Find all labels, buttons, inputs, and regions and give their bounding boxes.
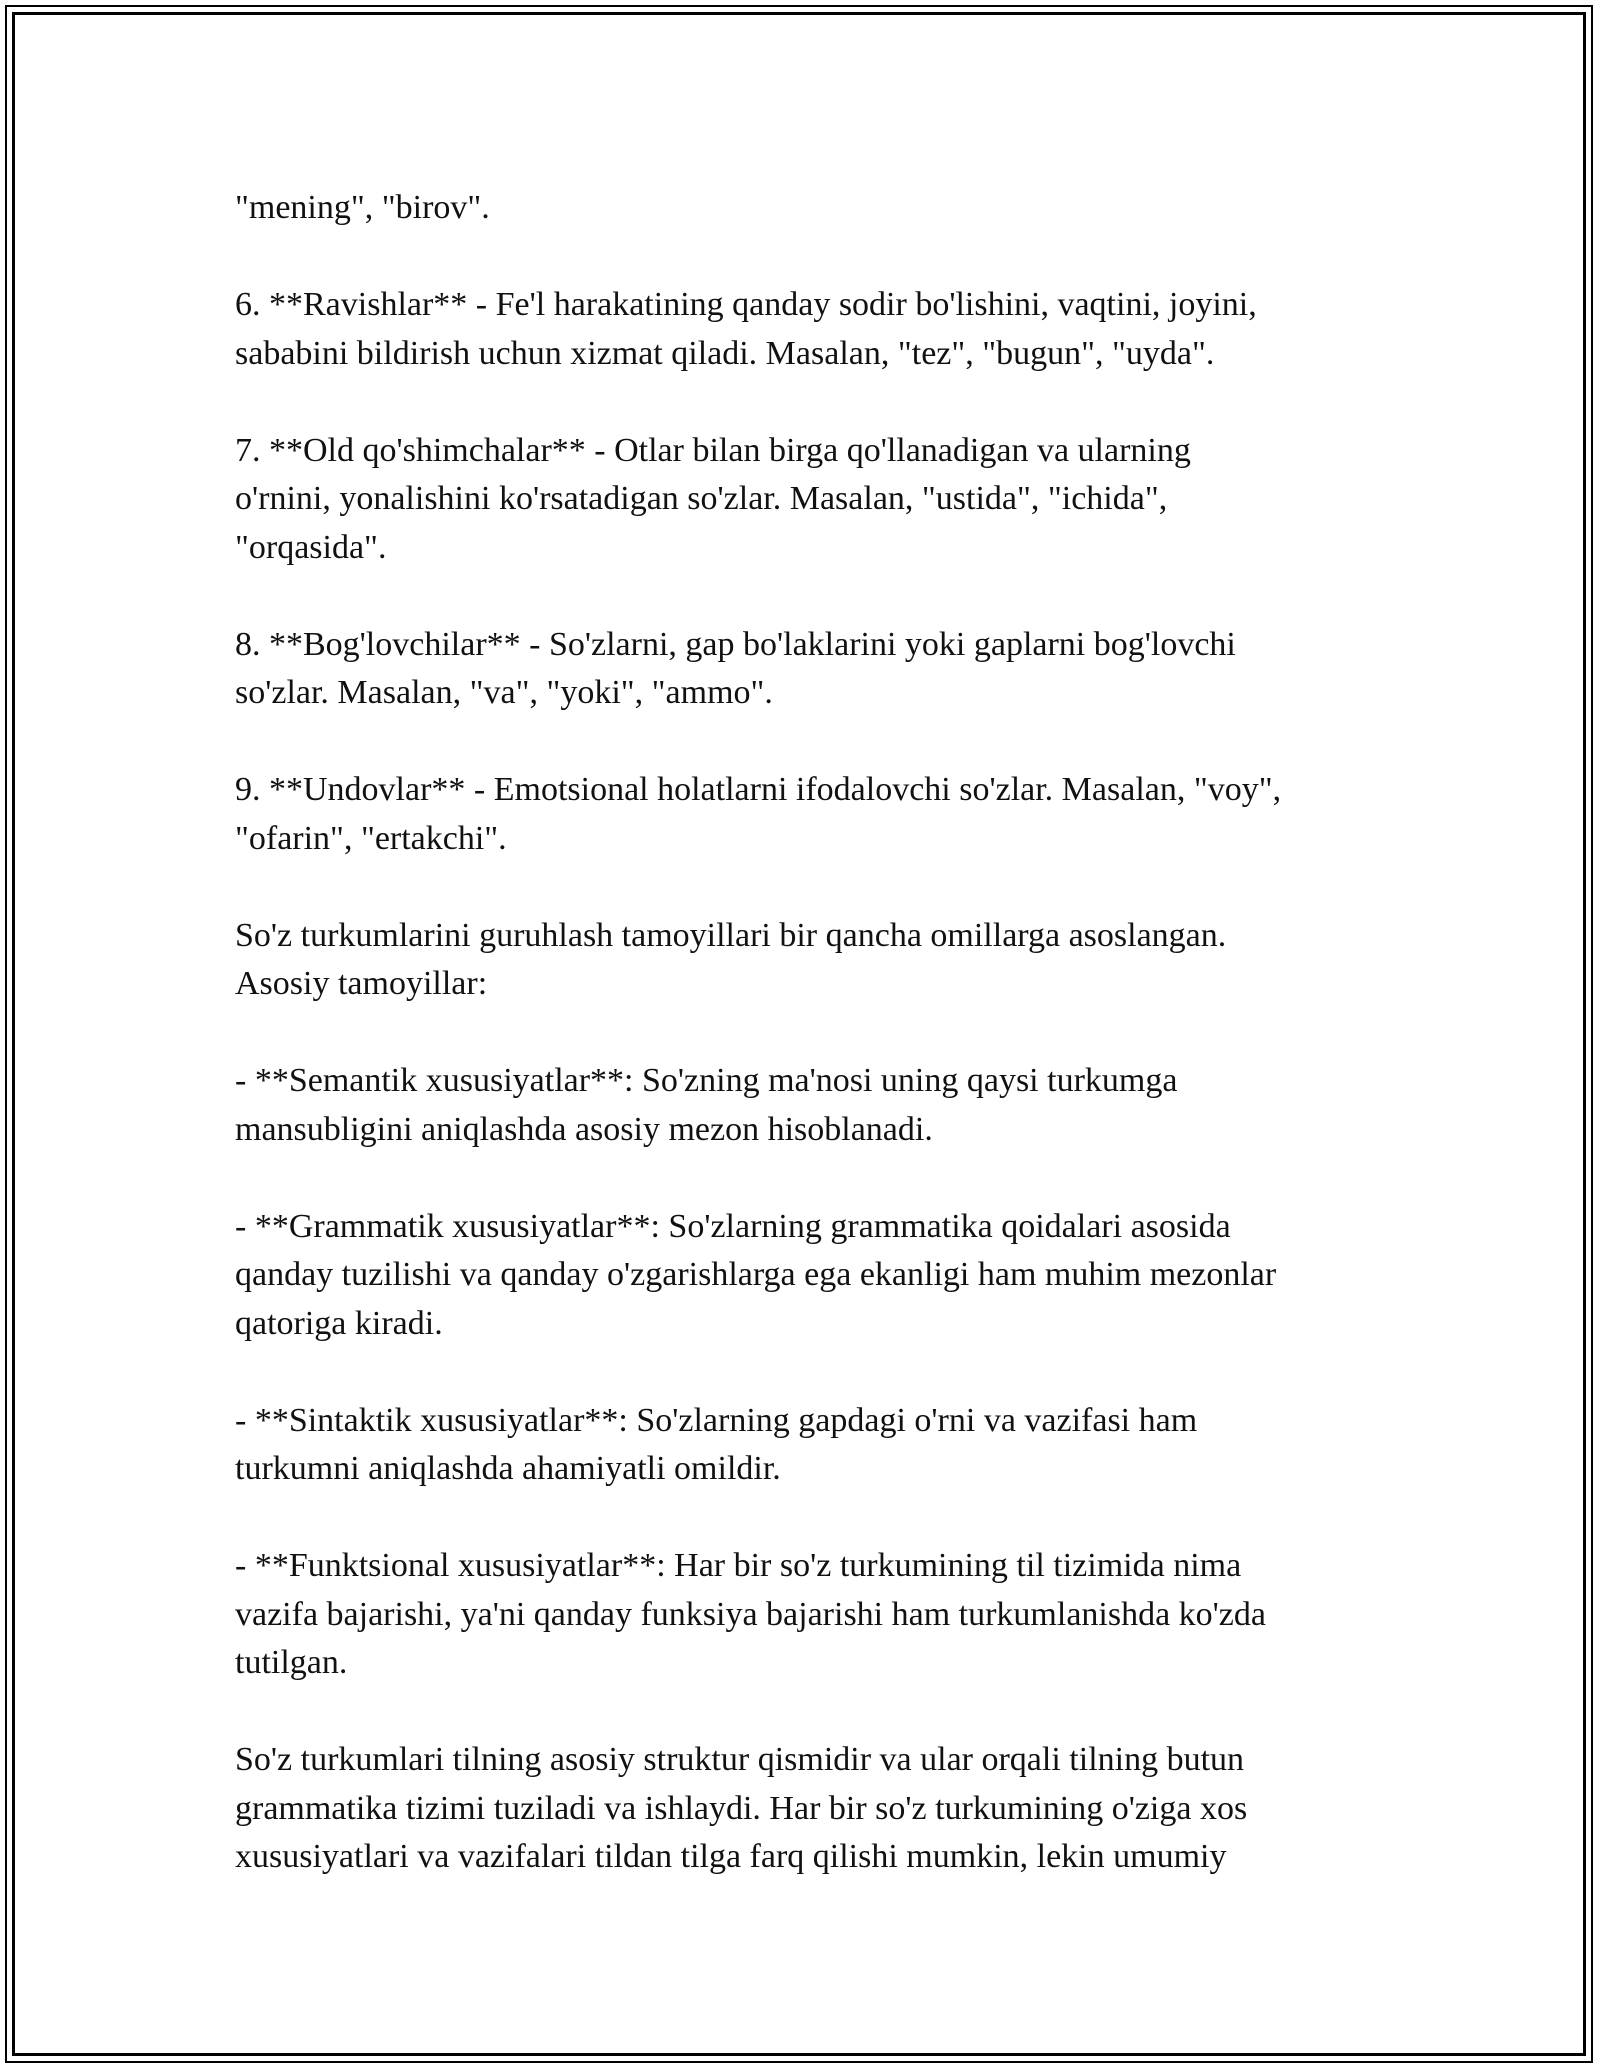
paragraph-sintaktik: - **Sintaktik xususiyatlar**: So'zlarning gapdagi o'rni va vazifasi ham turkumni aniqlashda ahamiyatli omildir. xyxy=(235,1401,1198,1487)
paragraph-grammatik: - **Grammatik xususiyatlar**: So'zlarning grammatika qoidalari asosida qanday tuzilishi va qanday o'zgarishlarga ega ekanligi ham muhim mezonlar qatoriga kiradi. xyxy=(235,1207,1277,1342)
paragraph-pronoun-examples: "mening", "birov". xyxy=(235,189,490,226)
paragraph-boglovchilar: 8. **Bog'lovchilar** - So'zlarni, gap bo'laklarini yoki gaplarni bog'lovchi so'zlar. Masalan, "va", "yoki", "ammo". xyxy=(235,625,1236,711)
paragraph-ravishlar: 6. **Ravishlar** - Fe'l harakatining qanday sodir bo'lishini, vaqtini, joyini, sababini bildirish uchun xizmat qiladi. Masalan, "tez", "bugun", "uyda". xyxy=(235,286,1257,372)
paragraph-old-qoshimchalar: 7. **Old qo'shimchalar** - Otlar bilan birga qo'llanadigan va ularning o'rnini, yonalishini ko'rsatadigan so'zlar. Masalan, "ustida", "ichida", "orqasida". xyxy=(235,431,1191,566)
document-body xyxy=(235,184,1385,1882)
paragraph-conclusion: So'z turkumlari tilning asosiy struktur qismidir va ular orqali tilning butun grammatika tizimi tuziladi va ishlaydi. Har bir so'z turkumining o'ziga xos xususiyatlari va vazifalari tildan tilga farq qilishi mumkin, lekin umumiy xyxy=(235,1741,1248,1875)
paragraph-funktsional: - **Funktsional xususiyatlar**: Har bir so'z turkumining til tizimida nima vazifa bajarishi, ya'ni qanday funksiya bajarishi ham turkumlanishda ko'zda tutilgan. xyxy=(235,1547,1266,1681)
paragraph-tamoyillar-intro: So'z turkumlarini guruhlash tamoyillari bir qancha omillarga asoslangan. Asosiy tamoyillar: xyxy=(235,916,1227,1002)
paragraph-undovlar: 9. **Undovlar** - Emotsional holatlarni ifodalovchi so'zlar. Masalan, "voy", "ofarin", "ertakchi". xyxy=(235,771,1282,857)
paragraph-semantik: - **Semantik xususiyatlar**: So'zning ma'nosi uning qaysi turkumga mansubligini aniqlashda asosiy mezon hisoblanadi. xyxy=(235,1062,1178,1148)
